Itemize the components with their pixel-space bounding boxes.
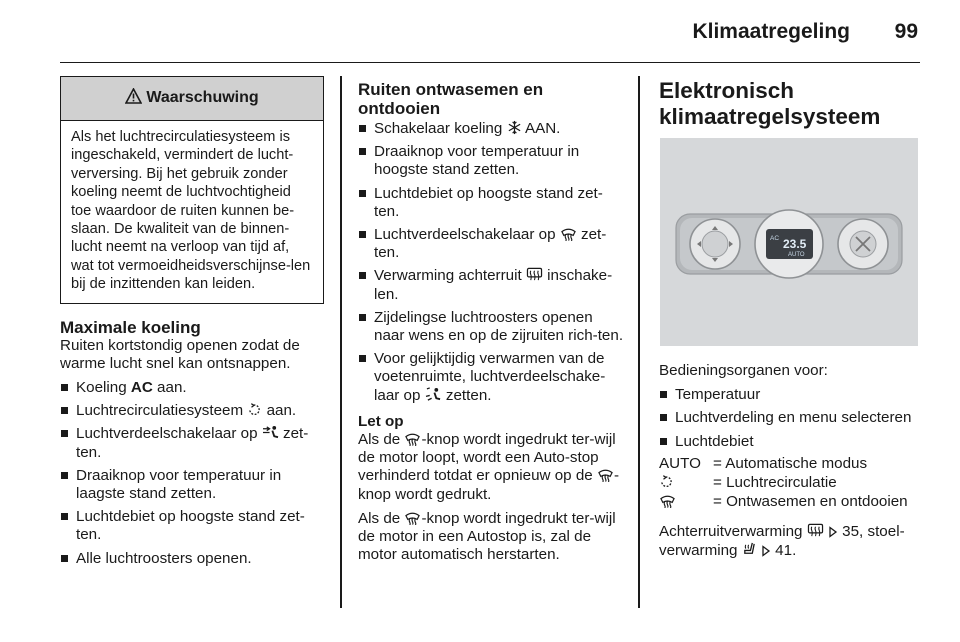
list-item: Draaiknop voor temperatuur in hoogste stand zetten. bbox=[358, 143, 626, 179]
column-divider bbox=[638, 76, 640, 608]
snowflake-icon bbox=[507, 120, 522, 135]
list-item: Zijdelingse luchtroosters openen naar wens en op de zijruiten rich-ten. bbox=[358, 309, 626, 345]
page-title: Klimaatregeling bbox=[692, 20, 850, 43]
note-paragraph: Als de -knop wordt ingedrukt ter-wijl de motor loopt, wordt een Auto-stop verhinderd totdat er opnieuw op de -knop wordt gedrukt. bbox=[358, 431, 620, 503]
page-number: 99 bbox=[894, 20, 918, 43]
warning-title: Waarschuwing bbox=[146, 89, 259, 107]
windscreen-defrost-icon bbox=[659, 493, 713, 511]
column-divider bbox=[340, 76, 342, 608]
panel-ac-label: AC bbox=[770, 235, 780, 242]
note-paragraph: Als de -knop wordt ingedrukt ter-wijl de motor in een Autostop is, zal de motor automatisch herstarten. bbox=[358, 509, 616, 564]
page-link-41[interactable]: 41. bbox=[770, 541, 797, 559]
warning-triangle-icon bbox=[125, 88, 146, 109]
legend-value: = Automatische modus bbox=[713, 454, 868, 472]
seat-heating-icon bbox=[742, 542, 757, 557]
section-heading-defrost: Ruiten ontwasemen en ontdooien bbox=[358, 80, 544, 118]
fan-knob bbox=[838, 219, 888, 269]
warning-box bbox=[60, 76, 324, 304]
list-item: Luchtdebiet bbox=[659, 433, 921, 451]
list-item: Voor gelijktijdig verwarmen van de voetenruimte, luchtverdeelschake-laar op zetten. bbox=[358, 350, 626, 405]
list-item: Temperatuur bbox=[659, 386, 921, 404]
list-item: Luchtverdeelschakelaar op zet-ten. bbox=[358, 226, 626, 262]
legend-value: = Luchtrecirculatie bbox=[713, 474, 837, 492]
warning-text: Als het luchtrecirculatiesysteem is ingeschakeld, vermindert de lucht-verversing. Bij het gebruik zonder koeling neemt de luchtvochtigheid toe waardoor de ruiten kunnen be-slaan. De kwaliteit van de binnen-lucht neemt na verloop van tijd af, wat tot vermoeidheidsverschijnse-len bij de inzittenden kan leiden. bbox=[71, 129, 311, 293]
column-right bbox=[659, 78, 921, 130]
page-reference-icon[interactable] bbox=[828, 526, 838, 538]
list-item: Draaiknop voor temperatuur in laagste stand zetten. bbox=[60, 467, 324, 503]
page-link-35[interactable]: 35, stoel- bbox=[837, 523, 905, 541]
list-item: Luchtverdeelschakelaar op zet-ten. bbox=[60, 425, 324, 461]
list-item: Alle luchtroosters openen. bbox=[60, 550, 324, 568]
legend-value: = Ontwasemen en ontdooien bbox=[713, 493, 908, 511]
legend-key-auto: AUTO bbox=[659, 454, 701, 472]
page-reference-icon[interactable] bbox=[761, 545, 771, 557]
windscreen-defrost-icon bbox=[560, 226, 577, 241]
air-distribution-floor-windscreen-icon bbox=[425, 387, 442, 402]
section-heading-max-cooling: Maximale koeling bbox=[60, 317, 201, 337]
recirculation-icon bbox=[659, 474, 713, 492]
max-cooling-intro: Ruiten kortstondig openen zodat de warme lucht snel kan ontsnappen. bbox=[60, 336, 300, 372]
max-cooling-list bbox=[60, 379, 324, 568]
warning-header bbox=[61, 77, 323, 121]
defrost-list bbox=[358, 120, 626, 405]
cross-reference: Achterruitverwarming 35, stoel- verwarming 41. bbox=[659, 523, 905, 559]
list-item: Luchtverdeling en menu selecteren bbox=[659, 409, 921, 427]
list-item: Luchtdebiet op hoogste stand zet-ten. bbox=[358, 185, 626, 221]
note-title: Let op bbox=[358, 412, 404, 430]
display-knob bbox=[755, 210, 823, 278]
column-middle bbox=[358, 80, 626, 564]
windscreen-defrost-icon bbox=[597, 467, 614, 482]
climate-control-panel-photo bbox=[660, 138, 918, 346]
panel-temp-label: 23.5 bbox=[783, 237, 807, 251]
list-item: Luchtdebiet op hoogste stand zet-ten. bbox=[60, 508, 324, 544]
controls-list bbox=[659, 386, 921, 451]
windscreen-defrost-icon bbox=[404, 431, 421, 446]
air-distribution-upper-icon bbox=[262, 425, 279, 440]
recirculation-icon bbox=[247, 402, 262, 417]
section-heading-electronic: Elektronisch klimaatregelsysteem bbox=[659, 78, 881, 129]
list-item: Koeling AC aan. bbox=[60, 379, 324, 397]
controls-intro: Bedieningsorganen voor: bbox=[659, 362, 828, 379]
page-header bbox=[60, 0, 920, 63]
rear-window-heating-icon bbox=[807, 523, 824, 538]
legend-list bbox=[659, 455, 921, 512]
list-item: Schakelaar koeling AAN. bbox=[358, 120, 626, 138]
panel-auto-label: AUTO bbox=[788, 252, 805, 258]
column-left bbox=[60, 76, 324, 573]
ac-label: AC bbox=[130, 379, 153, 397]
list-item: Verwarming achterruit inschake-len. bbox=[358, 267, 626, 303]
windscreen-defrost-icon bbox=[404, 510, 421, 525]
temperature-knob bbox=[690, 219, 740, 269]
rear-window-heating-icon bbox=[526, 267, 543, 282]
list-item: Luchtrecirculatiesysteem aan. bbox=[60, 402, 324, 420]
column-right-lower bbox=[659, 362, 921, 560]
